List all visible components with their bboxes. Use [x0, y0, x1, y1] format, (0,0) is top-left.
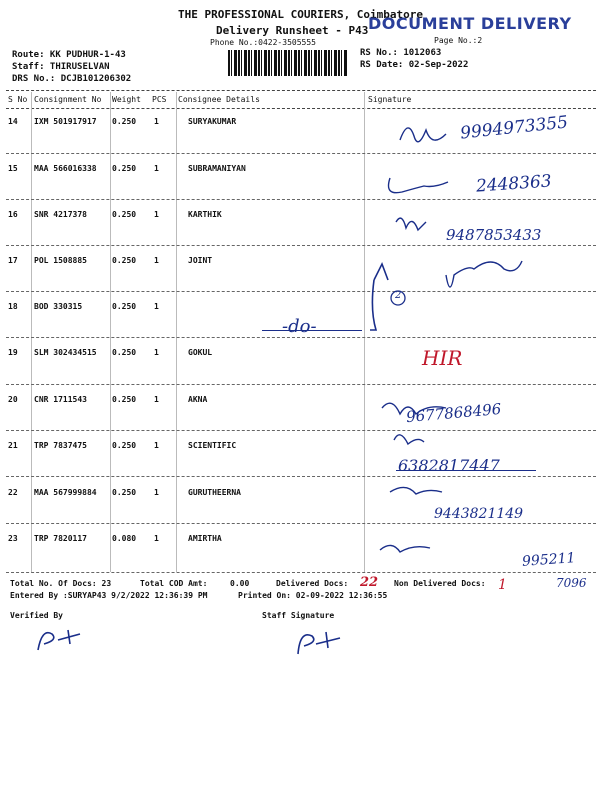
phone-signature-16: 9487853433	[446, 226, 542, 244]
column-rule	[31, 92, 32, 572]
row-weight: 0.250	[112, 256, 137, 265]
row-pcs: 1	[154, 210, 159, 219]
row-weight: 0.080	[112, 534, 137, 543]
header-divider	[6, 90, 596, 91]
col-weight: Weight	[112, 95, 141, 104]
phone-signature-23b: 7096	[556, 576, 587, 590]
phone-signature-15: 2448363	[475, 171, 553, 197]
col-consignee: Consignee Details	[178, 95, 260, 104]
route: Route: KK PUDHUR-1-43	[12, 50, 126, 60]
phone-signature-23: 995211	[521, 550, 576, 570]
rs-number: RS No.: 1012063	[360, 48, 442, 58]
ditto-mark: -do-	[282, 316, 317, 337]
row-consignment: SNR 4217378	[34, 210, 87, 219]
col-pcs: PCS	[152, 95, 167, 104]
column-rule	[110, 92, 111, 572]
row-weight: 0.250	[112, 395, 137, 404]
non-delivered-label: Non Delivered Docs:	[394, 579, 486, 588]
row-consignee: AKNA	[188, 395, 208, 404]
row-sno: 18	[8, 302, 18, 311]
non-delivered-count: 1	[498, 577, 507, 593]
row-weight: 0.250	[112, 302, 137, 311]
phone-signature-21: 6382817447	[398, 456, 500, 475]
entered-by: Entered By :SURYAP43 9/2/2022 12:36:39 PM	[10, 591, 208, 600]
company-title: THE PROFESSIONAL COURIERS, Coimbatore	[178, 8, 424, 21]
verified-signature-icon	[30, 620, 110, 660]
row-consignee: AMIRTHA	[188, 534, 222, 543]
row-divider	[6, 572, 596, 573]
row-pcs: 1	[154, 256, 159, 265]
row-sno: 19	[8, 348, 18, 357]
row-pcs: 1	[154, 395, 159, 404]
row-pcs: 1	[154, 488, 159, 497]
phone-signature-20: 9677868496	[405, 399, 503, 427]
row-sno: 16	[8, 210, 18, 219]
row-weight: 0.250	[112, 117, 137, 126]
row-sno: 22	[8, 488, 18, 497]
col-consignment: Consignment No	[34, 95, 102, 104]
rs-date: RS Date: 02-Sep-2022	[360, 60, 469, 70]
row-consignee: GURUTHEERNA	[188, 488, 241, 497]
row-consignment: BOD 330315	[34, 302, 83, 311]
document-delivery-stamp: DOCUMENT DELIVERY	[368, 14, 572, 33]
row-weight: 0.250	[112, 488, 137, 497]
circled-count: 2	[395, 290, 402, 301]
row-weight: 0.250	[112, 348, 137, 357]
row-weight: 0.250	[112, 210, 137, 219]
row-consignment: SLM 302434515	[34, 348, 97, 357]
row-sno: 23	[8, 534, 18, 543]
row-consignee: SUBRAMANIYAN	[188, 164, 246, 173]
ditto-line	[262, 330, 362, 331]
row-pcs: 1	[154, 348, 159, 357]
col-signature: Signature	[368, 95, 412, 104]
row-sno: 21	[8, 441, 18, 450]
staff-signature-icon	[290, 622, 370, 662]
row-pcs: 1	[154, 534, 159, 543]
total-docs: Total No. Of Docs: 23	[10, 579, 112, 588]
signature-underline	[396, 470, 536, 471]
staff-signature-label: Staff Signature	[262, 611, 335, 620]
row-weight: 0.250	[112, 441, 137, 450]
column-rule	[176, 92, 177, 572]
total-cod-label: Total COD Amt:	[140, 579, 208, 588]
row-consignment: MAA 567999884	[34, 488, 97, 497]
page-number: Page No.:2	[434, 36, 483, 45]
phone-signature-14: 9994973355	[459, 112, 569, 144]
barcode-icon	[228, 50, 348, 76]
row-consignee: SCIENTIFIC	[188, 441, 237, 450]
total-cod-value: 0.00	[230, 579, 250, 588]
row-consignment: MAA 566016338	[34, 164, 97, 173]
runsheet-subtitle: Delivery Runsheet - P43	[216, 24, 369, 37]
row-consignment: TRP 7820117	[34, 534, 87, 543]
row-sno: 20	[8, 395, 18, 404]
drs-number: DRS No.: DCJB101206302	[12, 74, 132, 84]
row-pcs: 1	[154, 117, 159, 126]
row-weight: 0.250	[112, 164, 137, 173]
row-consignee: GOKUL	[188, 348, 213, 357]
column-rule	[364, 92, 365, 572]
hir-note: HIR	[422, 346, 463, 370]
row-consignment: TRP 7837475	[34, 441, 87, 450]
row-consignment: CNR 1711543	[34, 395, 87, 404]
phone-number: Phone No.:0422-3505555	[210, 38, 316, 47]
delivered-label: Delivered Docs:	[276, 579, 349, 588]
row-pcs: 1	[154, 441, 159, 450]
printed-on: Printed On: 02-09-2022 12:36:55	[238, 591, 388, 600]
phone-signature-22: 9443821149	[434, 506, 524, 522]
staff: Staff: THIRUSELVAN	[12, 62, 110, 72]
header-divider	[6, 108, 596, 109]
row-consignment: IXM 501917917	[34, 117, 97, 126]
row-sno: 15	[8, 164, 18, 173]
row-sno: 14	[8, 117, 18, 126]
row-consignment: POL 1508885	[34, 256, 87, 265]
col-sno: S No	[8, 95, 28, 104]
row-pcs: 1	[154, 302, 159, 311]
row-consignee: SURYAKUMAR	[188, 117, 237, 126]
row-consignee: JOINT	[188, 256, 213, 265]
row-pcs: 1	[154, 164, 159, 173]
row-consignee: KARTHIK	[188, 210, 222, 219]
delivered-count: 22	[360, 575, 379, 590]
verified-by-label: Verified By	[10, 611, 63, 620]
row-sno: 17	[8, 256, 18, 265]
